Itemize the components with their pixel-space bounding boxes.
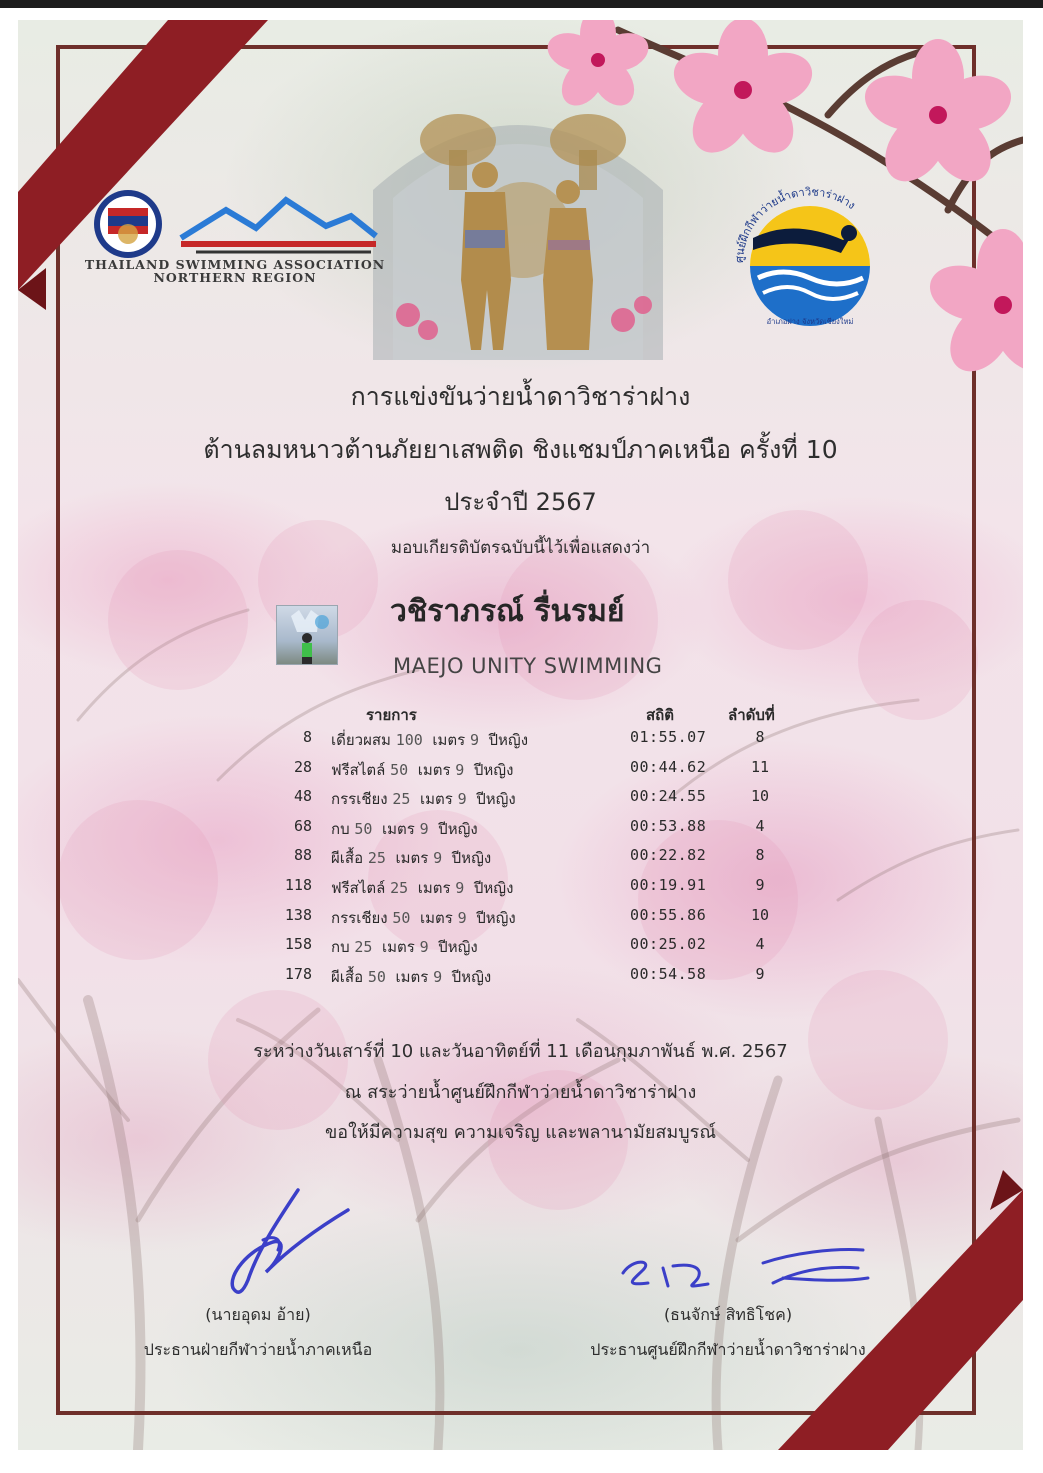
table-row <box>18 876 1023 904</box>
event-stroke: ผีเสื้อ <box>331 968 364 986</box>
event-rank: 10 <box>750 787 770 805</box>
competition-dates: ระหว่างวันเสาร์ที่ 10 และวันอาทิตย์ที่ 11 เดือนกุมภาพันธ์ พ.ศ. 2567 <box>253 1041 788 1062</box>
event-age: 9 <box>457 909 467 927</box>
event-description <box>331 906 516 930</box>
event-stroke: กบ <box>331 820 350 838</box>
event-rank: 4 <box>755 817 765 835</box>
event-distance: 50 <box>367 968 386 986</box>
event-stroke: เดี่ยวผสม <box>331 731 391 749</box>
signature-left <box>218 1180 358 1300</box>
event-rank: 8 <box>755 728 765 746</box>
table-row <box>18 965 1023 993</box>
event-description <box>331 935 478 959</box>
event-group: ปีหญิง <box>451 968 492 986</box>
event-stroke: กบ <box>331 938 350 956</box>
event-number: 48 <box>293 787 312 805</box>
competition-subtitle: ต้านลมหนาวต้านภัยยาเสพติด ชิงแชมป์ภาคเหนือ ครั้งที่ 10 <box>203 435 838 464</box>
event-unit: เมตร <box>417 761 451 779</box>
event-time: 00:25.02 <box>630 935 707 953</box>
table-row <box>18 935 1023 963</box>
event-number: 158 <box>284 935 312 953</box>
event-distance: 50 <box>354 820 373 838</box>
event-group: ปีหญิง <box>473 761 514 779</box>
event-description <box>331 876 513 900</box>
table-row <box>18 787 1023 815</box>
competition-venue: ณ สระว่ายน้ำศูนย์ฝึกกีฬาว่ายน้ำดาวิชาร่าฝาง <box>344 1082 697 1103</box>
event-age: 9 <box>419 938 429 956</box>
event-time: 00:44.62 <box>630 758 707 776</box>
event-unit: เมตร <box>382 938 415 956</box>
event-time: 00:53.88 <box>630 817 707 835</box>
table-row <box>18 728 1023 756</box>
table-row <box>18 906 1023 934</box>
event-rank: 9 <box>755 965 765 983</box>
event-distance: 25 <box>392 790 411 808</box>
column-header-time: สถิติ <box>646 706 674 724</box>
event-group: ปีหญิง <box>451 849 492 867</box>
event-description <box>331 846 491 870</box>
event-age: 9 <box>433 849 443 867</box>
event-description <box>331 758 513 782</box>
event-number: 88 <box>293 846 312 864</box>
event-distance: 25 <box>367 849 386 867</box>
event-age: 9 <box>457 790 467 808</box>
event-unit: เมตร <box>395 968 429 986</box>
event-time: 00:22.82 <box>630 846 707 864</box>
event-age: 9 <box>419 820 429 838</box>
event-rank: 9 <box>755 876 765 894</box>
event-stroke: ฟรีสไตล์ <box>331 879 386 897</box>
event-description <box>331 787 516 811</box>
event-group: ปีหญิง <box>473 879 514 897</box>
event-distance: 50 <box>390 761 409 779</box>
event-group: ปีหญิง <box>476 790 516 808</box>
swimming-center-ring-text: ศูนย์ฝึกกีฬาว่ายน้ำดาวิชาร่าฝาง <box>732 185 858 264</box>
event-time: 01:55.07 <box>630 728 707 746</box>
signatory-left-name: (นายอุดม อ้าย) <box>205 1305 311 1324</box>
signatory-right-role: ประธานศูนย์ฝึกกีฬาว่ายน้ำดาวิชาร่าฝาง <box>590 1340 866 1359</box>
thailand-swimming-association-logo <box>86 188 386 260</box>
event-number: 138 <box>284 906 312 924</box>
recipient-photo <box>276 605 338 665</box>
event-rank: 11 <box>750 758 770 776</box>
event-unit: เมตร <box>417 879 451 897</box>
event-time: 00:24.55 <box>630 787 707 805</box>
recipient-name: วชิราภรณ์ รื่นรมย์ <box>390 594 625 629</box>
event-group: ปีหญิง <box>488 731 529 749</box>
event-number: 68 <box>293 817 312 835</box>
event-rank: 8 <box>755 846 765 864</box>
event-stroke: ฟรีสไตล์ <box>331 761 386 779</box>
event-rank: 10 <box>750 906 770 924</box>
event-time: 00:19.91 <box>630 876 707 894</box>
recipient-club: MAEJO UNITY SWIMMING <box>393 654 663 678</box>
association-name: THAILAND SWIMMING ASSOCIATION <box>84 257 386 272</box>
event-age: 9 <box>433 968 443 986</box>
event-unit: เมตร <box>432 731 466 749</box>
event-time: 00:55.86 <box>630 906 707 924</box>
event-stroke: กรรเชียง <box>331 790 388 808</box>
event-description <box>331 728 528 752</box>
event-stroke: ผีเสื้อ <box>331 849 364 867</box>
signatory-left-role: ประธานฝ่ายกีฬาว่ายน้ำภาคเหนือ <box>143 1340 373 1359</box>
competition-title: การแข่งขันว่ายน้ำดาวิชาร่าฝาง <box>350 382 691 411</box>
signature-right <box>613 1238 883 1298</box>
event-unit: เมตร <box>420 790 453 808</box>
event-distance: 100 <box>395 731 423 749</box>
association-logo-text <box>80 258 390 284</box>
table-row <box>18 846 1023 874</box>
certificate-statement: มอบเกียรติบัตรฉบับนี้ไว้เพื่อแสดงว่า <box>390 538 651 558</box>
top-dark-strip <box>0 0 1043 8</box>
column-header-event: รายการ <box>366 706 417 724</box>
swimming-center-location-text: อำเภอฝาง จังหวัดเชียงใหม่ <box>766 317 854 326</box>
column-header-rank: ลำดับที่ <box>728 706 775 724</box>
event-age: 9 <box>455 879 465 897</box>
event-group: ปีหญิง <box>438 938 478 956</box>
event-stroke: กรรเชียง <box>331 909 388 927</box>
association-region: NORTHERN REGION <box>153 270 317 285</box>
event-unit: เมตร <box>382 820 415 838</box>
event-number: 118 <box>284 876 312 894</box>
event-unit: เมตร <box>420 909 453 927</box>
event-distance: 50 <box>392 909 411 927</box>
event-time: 00:54.58 <box>630 965 707 983</box>
event-number: 8 <box>302 728 312 746</box>
event-age: 9 <box>455 761 465 779</box>
signatory-right-name: (ธนจักษ์ สิทธิโชค) <box>663 1305 793 1324</box>
event-group: ปีหญิง <box>438 820 478 838</box>
event-distance: 25 <box>354 938 373 956</box>
table-row <box>18 758 1023 786</box>
blessing-text: ขอให้มีความสุข ความเจริญ และพลานามัยสมบูรณ์ <box>324 1122 717 1143</box>
event-number: 178 <box>284 965 312 983</box>
swimming-center-logo <box>723 178 898 328</box>
event-group: ปีหญิง <box>476 909 516 927</box>
competition-year: ประจำปี 2567 <box>444 488 597 516</box>
event-number: 28 <box>293 758 312 776</box>
event-rank: 4 <box>755 935 765 953</box>
event-age: 9 <box>469 731 479 749</box>
event-unit: เมตร <box>395 849 429 867</box>
event-description <box>331 817 478 841</box>
certificate-page <box>18 20 1023 1450</box>
table-row <box>18 817 1023 845</box>
event-description <box>331 965 491 989</box>
event-distance: 25 <box>390 879 409 897</box>
